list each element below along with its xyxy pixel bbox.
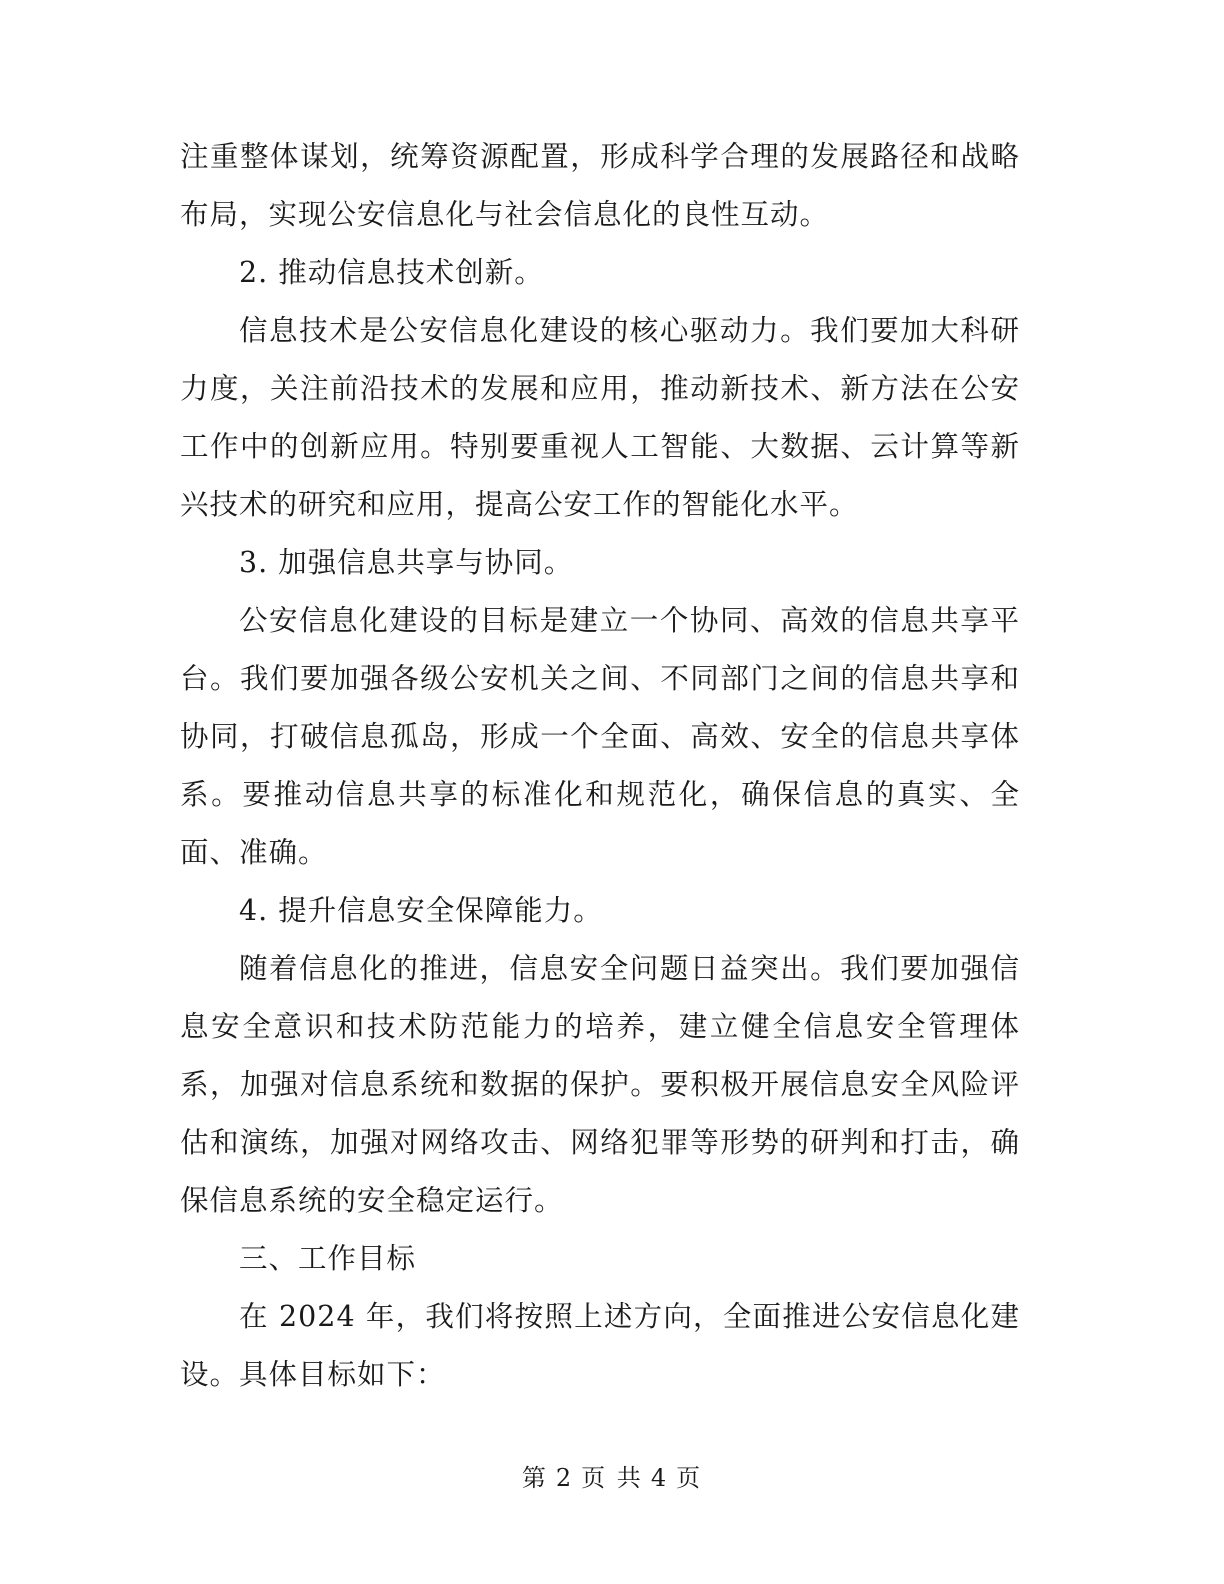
item-heading-4: 4. 提升信息安全保障能力。 xyxy=(239,894,603,927)
paragraph-info-security: 随着信息化的推进，信息安全问题日益突出。我们要加强信息安全意识和技术防范能力的培养，建立健全信息安全管理体系，加强对信息系统和数据的保护。要积极开展信息安全风险评估和演练，加强对网络攻击、网络犯罪等形势的研判和打击，确保信息系统的安全稳定运行。 xyxy=(180,952,1020,1217)
paragraph-tech-innovation: 信息技术是公安信息化建设的核心驱动力。我们要加大科研力度，关注前沿技术的发展和应用，推动新技术、新方法在公安工作中的创新应用。特别要重视人工智能、大数据、云计算等新兴技术的研究和应用，提高公安工作的智能化水平。 xyxy=(180,314,1020,521)
item-heading-2: 2. 推动信息技术创新。 xyxy=(239,256,544,289)
footer-suffix: 页 xyxy=(676,1464,703,1492)
paragraph-goals-intro: 在 2024 年，我们将按照上述方向，全面推进公安信息化建设。具体目标如下： xyxy=(180,1300,1020,1391)
footer-total-pages: 4 xyxy=(650,1464,669,1492)
footer-prefix: 第 xyxy=(521,1464,548,1492)
item-heading-3: 3. 加强信息共享与协同。 xyxy=(239,546,574,579)
footer-middle: 页 共 xyxy=(581,1464,643,1492)
section-heading-work-goals: 三、工作目标 xyxy=(239,1242,417,1275)
document-body xyxy=(180,128,1020,1404)
paragraph-continuation: 注重整体谋划，统筹资源配置，形成科学合理的发展路径和战略布局，实现公安信息化与社会信息化的良性互动。 xyxy=(180,140,1020,231)
paragraph-info-sharing: 公安信息化建设的目标是建立一个协同、高效的信息共享平台。我们要加强各级公安机关之间、不同部门之间的信息共享和协同，打破信息孤岛，形成一个全面、高效、安全的信息共享体系。要推动信息共享的标准化和规范化，确保信息的真实、全面、准确。 xyxy=(180,604,1020,869)
page-number-footer xyxy=(0,1460,1224,1496)
footer-current-page: 2 xyxy=(555,1464,574,1492)
